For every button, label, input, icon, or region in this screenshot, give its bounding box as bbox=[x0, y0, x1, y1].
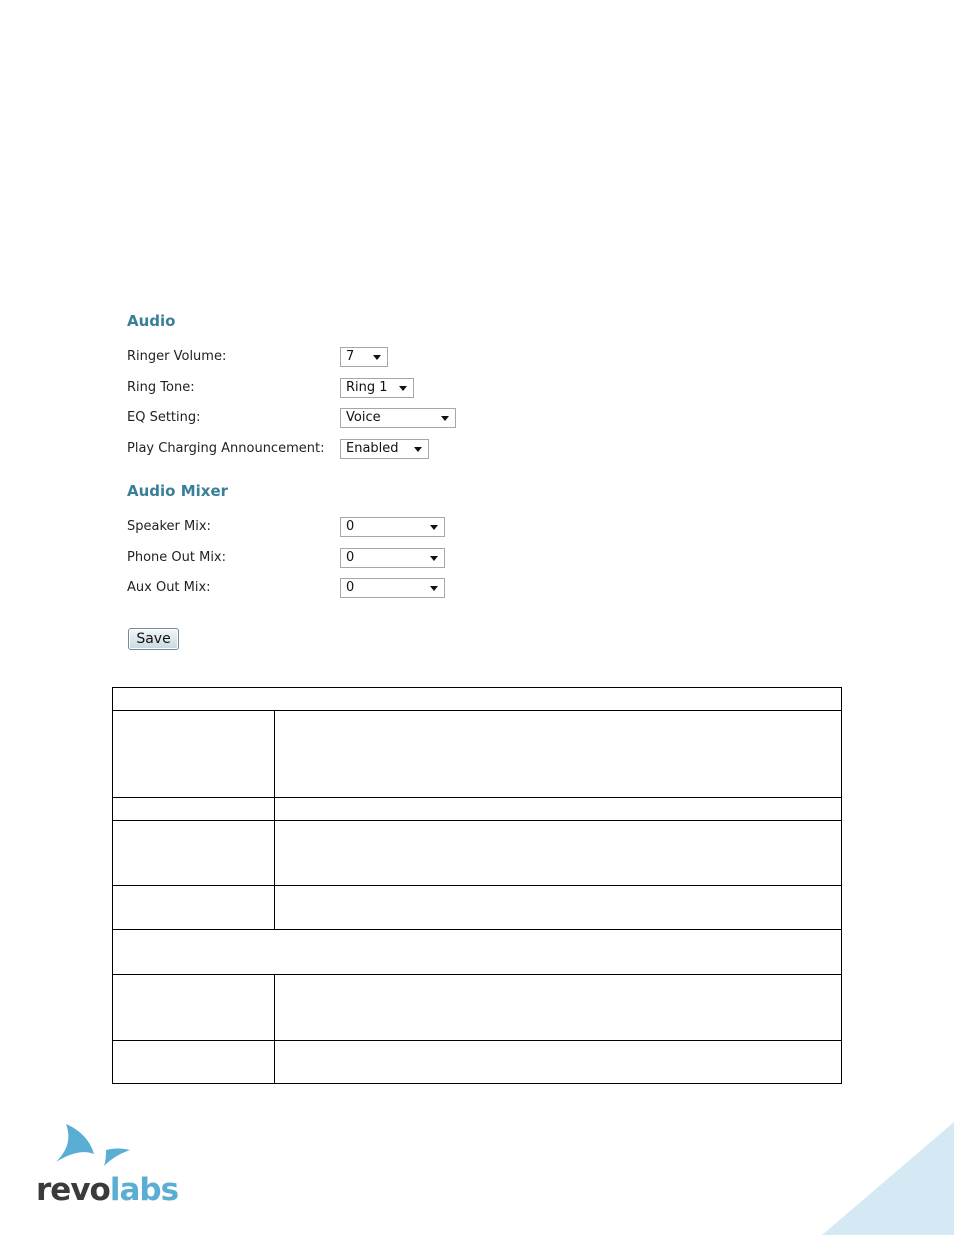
phone-out-mix-select[interactable] bbox=[340, 548, 445, 568]
ringer-volume-label: Ringer Volume: bbox=[127, 349, 227, 364]
speaker-mix-label: Speaker Mix: bbox=[127, 519, 211, 534]
ring-tone-value: Ring 1 bbox=[346, 380, 388, 395]
chevron-down-icon bbox=[414, 447, 422, 452]
ring-tone-select[interactable] bbox=[340, 378, 414, 398]
chevron-down-icon bbox=[441, 416, 449, 421]
audio-section-title: Audio bbox=[127, 312, 176, 330]
audio-mixer-section-title: Audio Mixer bbox=[127, 482, 229, 500]
phone-out-mix-value: 0 bbox=[346, 550, 355, 565]
phone-out-mix-label: Phone Out Mix: bbox=[127, 550, 227, 565]
chevron-down-icon bbox=[430, 525, 438, 530]
charging-announcement-select[interactable] bbox=[340, 439, 429, 459]
ringer-volume-select[interactable] bbox=[340, 347, 388, 367]
charging-announcement-value: Enabled bbox=[346, 441, 399, 456]
ringer-volume-value: 7 bbox=[346, 349, 355, 364]
aux-out-mix-value: 0 bbox=[346, 580, 355, 595]
eq-setting-select[interactable] bbox=[340, 408, 456, 428]
charging-announcement-label: Play Charging Announcement: bbox=[127, 441, 325, 456]
aux-out-mix-label: Aux Out Mix: bbox=[127, 580, 211, 595]
aux-out-mix-select[interactable] bbox=[340, 578, 445, 598]
logo-text-labs: labs bbox=[109, 1172, 179, 1208]
corner-decoration bbox=[822, 1122, 954, 1235]
chevron-down-icon bbox=[399, 386, 407, 391]
eq-setting-value: Voice bbox=[346, 410, 381, 425]
revolabs-logo bbox=[36, 1120, 179, 1219]
save-button[interactable]: Save bbox=[128, 628, 179, 650]
chevron-down-icon bbox=[373, 355, 381, 360]
chevron-down-icon bbox=[430, 556, 438, 561]
speaker-mix-value: 0 bbox=[346, 519, 355, 534]
eq-setting-label: EQ Setting: bbox=[127, 410, 201, 425]
logo-text-revo: revo bbox=[36, 1172, 110, 1208]
chevron-down-icon bbox=[430, 586, 438, 591]
ring-tone-label: Ring Tone: bbox=[127, 380, 195, 395]
speaker-mix-select[interactable] bbox=[340, 517, 445, 537]
